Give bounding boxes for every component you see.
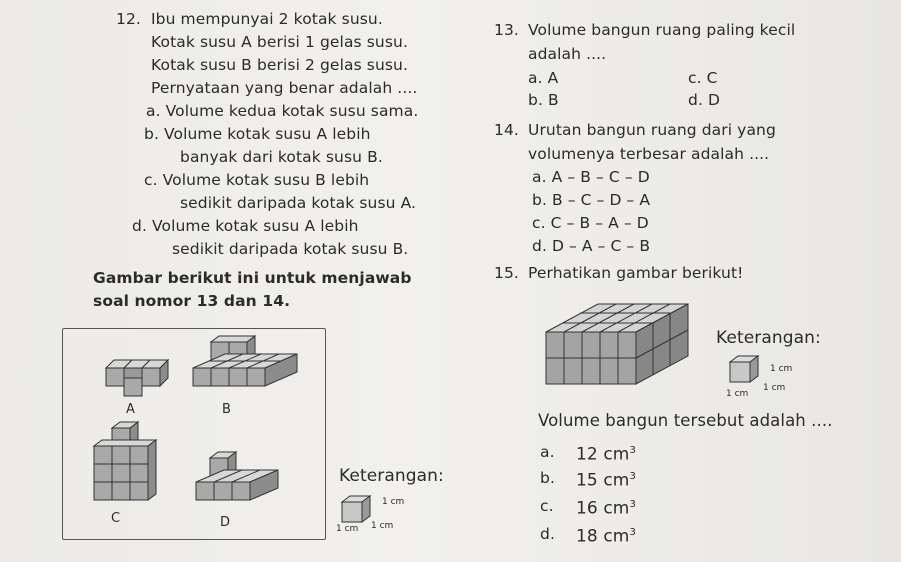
q13-line2: adalah .... <box>528 45 607 63</box>
q12-line1: Ibu mempunyai 2 kotak susu. <box>151 10 383 28</box>
shape-d-label: D <box>220 515 231 530</box>
q15-option-b-label: b. <box>540 469 555 487</box>
q14-line1: Urutan bangun ruang dari yang <box>528 121 776 139</box>
shape-b-label: B <box>222 402 231 417</box>
q15-option-a-value: 12 $cm^3$ <box>576 444 636 465</box>
q14-number: 14. <box>494 121 519 139</box>
q14-option-c: c. C – B – A – D <box>532 214 649 232</box>
q15-cuboid-image <box>540 296 710 396</box>
q15-keterangan: Keterangan: <box>716 328 821 348</box>
q15-unit-bottom-left-label: 1 cm <box>726 389 749 399</box>
q12-option-c-line2: sedikit daripada kotak susu A. <box>180 194 417 212</box>
q15-unit-cube-icon <box>726 352 766 386</box>
q13-line1: Volume bangun ruang paling kecil <box>528 21 796 39</box>
q12-option-b-line2: banyak dari kotak susu B. <box>180 148 383 166</box>
shape-a-label: A <box>126 402 135 417</box>
q13-number: 13. <box>494 21 519 39</box>
q13-option-a: a. A <box>528 69 559 87</box>
q13-option-b: b. B <box>528 91 559 109</box>
q12-option-a: a. Volume kedua kotak susu sama. <box>146 102 419 120</box>
q12-line4: Pernyataan yang benar adalah .... <box>151 79 418 97</box>
q15-option-b-value: 15 $cm^3$ <box>576 470 636 491</box>
q14-option-b: b. B – C – D – A <box>532 191 651 209</box>
shapes-keterangan: Keterangan: <box>339 466 444 486</box>
q15-option-d-label: d. <box>540 525 555 543</box>
q12-option-b-line1: b. Volume kotak susu A lebih <box>144 125 371 143</box>
shape-c-cubes-image <box>88 420 168 512</box>
q14-option-d: d. D – A – C – B <box>532 237 651 255</box>
intro-line2: soal nomor 13 dan 14. <box>93 292 291 310</box>
q15-option-a-label: a. <box>540 443 555 461</box>
q12-option-d-line2: sedikit daripada kotak susu B. <box>172 240 409 258</box>
intro-line1: Gambar berikut ini untuk menjawab <box>93 269 412 287</box>
q15-option-c-label: c. <box>540 497 554 515</box>
unit-bottom-left-label: 1 cm <box>336 524 359 534</box>
shape-d-cubes-image <box>192 448 288 514</box>
q12-number: 12. <box>116 10 141 28</box>
shape-a-cubes-image <box>96 350 172 400</box>
q12-option-d-line1: d. Volume kotak susu A lebih <box>132 217 359 235</box>
q14-line2: volumenya terbesar adalah .... <box>528 145 770 163</box>
q13-option-d: d. D <box>688 91 721 109</box>
q14-option-a: a. A – B – C – D <box>532 168 650 186</box>
q13-option-c: c. C <box>688 69 718 87</box>
q12-option-c-line1: c. Volume kotak susu B lebih <box>144 171 370 189</box>
q15-unit-bottom-right-label: 1 cm <box>763 383 786 393</box>
unit-top-label: 1 cm <box>382 497 405 507</box>
q15-line1: Perhatikan gambar berikut! <box>528 264 744 282</box>
shape-b-cubes-image <box>185 334 305 402</box>
q12-line3: Kotak susu B berisi 2 gelas susu. <box>151 56 408 74</box>
q15-option-d-value: 18 $cm^3$ <box>576 526 636 547</box>
q15-unit-top-label: 1 cm <box>770 364 793 374</box>
shape-c-label: C <box>111 511 121 526</box>
unit-bottom-right-label: 1 cm <box>371 521 394 531</box>
q12-line2: Kotak susu A berisi 1 gelas susu. <box>151 33 408 51</box>
q15-option-c-value: 16 $cm^3$ <box>576 498 636 519</box>
q15-question: Volume bangun tersebut adalah .... <box>538 411 833 430</box>
q15-number: 15. <box>494 264 519 282</box>
